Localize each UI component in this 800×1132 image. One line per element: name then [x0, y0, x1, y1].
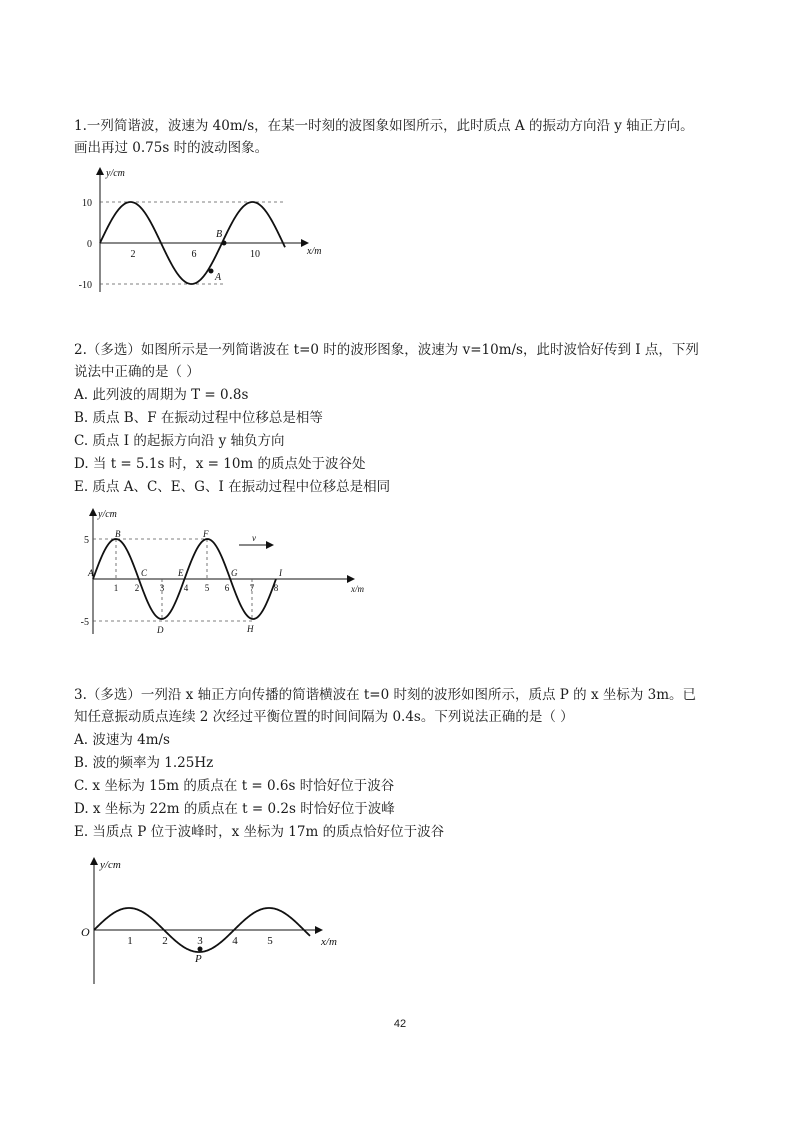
q3-option-d: D. x 坐标为 22m 的质点在 t = 0.2s 时恰好位于波峰 — [74, 801, 395, 817]
q2-x-tick-4: 4 — [183, 583, 189, 593]
q3-wave-figure — [78, 854, 358, 989]
q3-text-line-1: 3.（多选）一列沿 x 轴正方向传播的简谐横波在 t=0 时刻的波形如图所示，质点 P 的 x 坐标为 3m。已 — [74, 687, 697, 703]
q1-y-tick-10: 10 — [82, 198, 92, 209]
q2-point-a-label: A — [88, 568, 94, 578]
q2-point-e-label: E — [178, 568, 184, 578]
q2-point-c-label: C — [141, 568, 148, 578]
q1-text-line-1: 1.一列简谐波，波速为 40m/s，在某一时刻的波图象如图所示，此时质点 A 的振动方向沿 y 轴正方向。 — [74, 118, 694, 134]
q1-x-tick-6: 6 — [191, 249, 197, 260]
q2-option-e: E. 质点 A、C、E、G、I 在振动过程中位移总是相同 — [74, 479, 391, 495]
q2-point-d-label: D — [157, 625, 164, 635]
q3-x-tick-5: 5 — [267, 935, 273, 947]
q2-option-d: D. 当 t = 5.1s 时，x = 10m 的质点处于波谷处 — [74, 456, 366, 472]
q2-point-f-label: F — [203, 529, 209, 539]
q2-point-h-label: H — [247, 624, 254, 634]
q2-x-tick-2: 2 — [134, 583, 140, 593]
q1-x-tick-2: 2 — [130, 249, 136, 260]
q2-x-tick-5: 5 — [204, 583, 210, 593]
q3-option-e: E. 当质点 P 位于波峰时，x 坐标为 17m 的质点恰好位于波谷 — [74, 824, 445, 840]
q2-x-tick-1: 1 — [113, 583, 119, 593]
q1-point-b-label: B — [216, 229, 223, 240]
q2-text-line-1: 2.（多选）如图所示是一列简谐波在 t=0 时的波形图象，波速为 v=10m/s，此时波恰好传到 I 点，下列 — [74, 342, 699, 358]
q3-text-line-2: 知任意振动质点连续 2 次经过平衡位置的时间间隔为 0.4s。下列说法正确的是（ ） — [74, 709, 574, 725]
q3-option-b: B. 波的频率为 1.25Hz — [74, 755, 214, 771]
q1-x-tick-10: 10 — [250, 249, 260, 260]
q2-wave-figure — [76, 506, 376, 641]
q2-y-tick-5: 5 — [84, 535, 89, 546]
q2-point-g-label: G — [231, 568, 238, 578]
q1-wave-figure — [70, 162, 340, 302]
q3-x-tick-1: 1 — [127, 935, 133, 947]
q1-point-b-dot — [222, 241, 227, 246]
q2-velocity-label: v — [252, 533, 256, 543]
q3-y-axis-label: y/cm — [100, 859, 121, 871]
q2-y-tick-neg5: -5 — [80, 617, 89, 628]
q2-option-c: C. 质点 I 的起振方向沿 y 轴负方向 — [74, 433, 285, 449]
q2-point-i-label: I — [279, 568, 282, 578]
q3-x-tick-3: 3 — [197, 935, 203, 947]
q3-point-p-dot — [198, 947, 203, 952]
q2-option-b: B. 质点 B、F 在振动过程中位移总是相等 — [74, 410, 323, 426]
q2-x-tick-7: 7 — [249, 583, 255, 593]
q1-point-a-dot — [209, 269, 214, 274]
q2-x-tick-8: 8 — [273, 583, 279, 593]
q2-y-axis-label: y/cm — [98, 509, 117, 520]
q3-origin-label: O — [81, 925, 90, 939]
q2-x-tick-3: 3 — [159, 583, 165, 593]
q1-x-axis-label: x/m — [307, 246, 322, 257]
q3-x-tick-4: 4 — [232, 935, 238, 947]
q3-x-axis-label: x/m — [321, 936, 337, 948]
q2-option-a: A. 此列波的周期为 T = 0.8s — [74, 387, 249, 403]
page-number: 42 — [393, 1018, 407, 1030]
q3-option-c: C. x 坐标为 15m 的质点在 t = 0.6s 时恰好位于波谷 — [74, 778, 395, 794]
q1-y-tick-0: 0 — [87, 239, 92, 250]
q2-point-b-label: B — [115, 529, 121, 539]
q1-y-tick-neg10: -10 — [78, 280, 92, 291]
q3-option-a: A. 波速为 4m/s — [74, 732, 170, 748]
q1-point-a-label: A — [215, 272, 222, 283]
q3-x-tick-2: 2 — [162, 935, 168, 947]
q2-x-tick-6: 6 — [224, 583, 230, 593]
q2-text-line-2: 说法中正确的是（ ） — [74, 364, 200, 380]
q1-y-axis-label: y/cm — [106, 168, 125, 179]
q1-text-line-2: 画出再过 0.75s 时的波动图象。 — [74, 140, 269, 156]
q2-x-axis-label: x/m — [351, 584, 364, 594]
q3-point-p-label: P — [195, 953, 202, 965]
